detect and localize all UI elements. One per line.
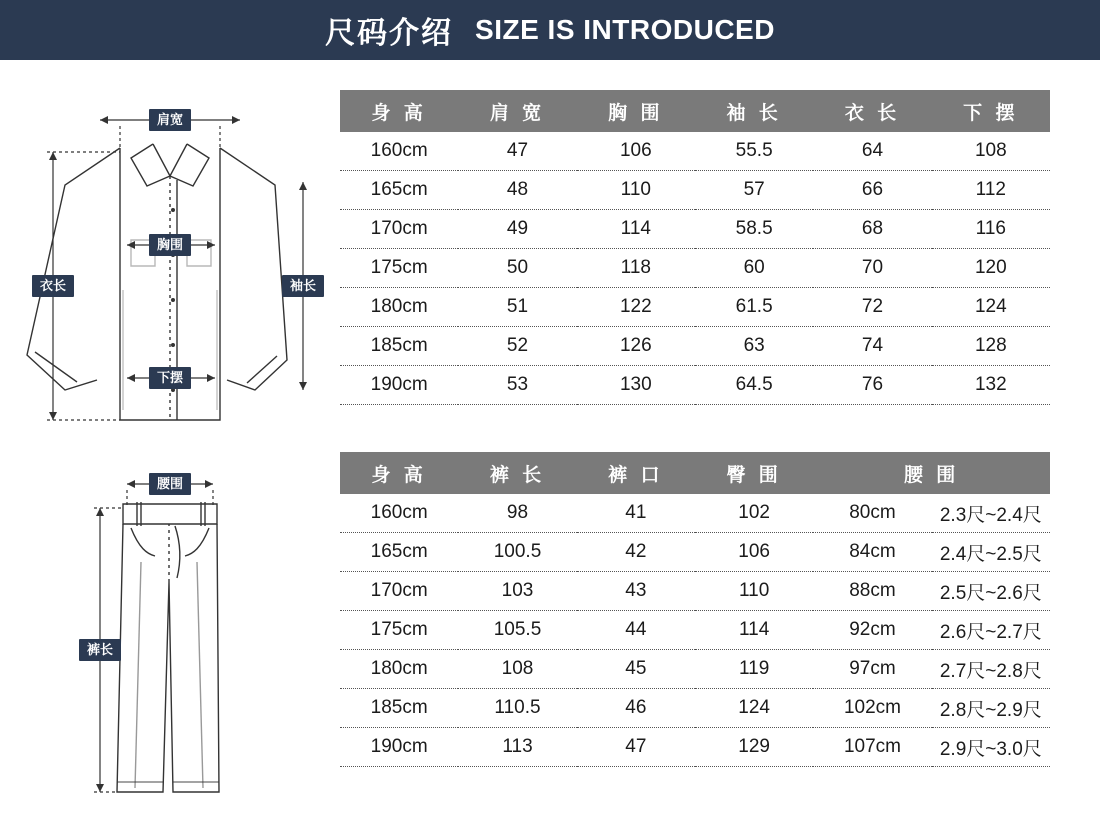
page-header xyxy=(0,0,1100,60)
svg-text:腰围: 腰围 xyxy=(156,476,184,491)
shirt-col-sleeve: 袖 长 xyxy=(695,90,813,132)
pants-col-hip: 臀 围 xyxy=(695,452,813,494)
pants-col-length: 裤 长 xyxy=(458,452,576,494)
cell-height: 165cm xyxy=(340,171,458,210)
cell-length: 72 xyxy=(813,288,931,327)
cell-cuff: 41 xyxy=(577,494,695,533)
cell-hip: 102 xyxy=(695,494,813,533)
cell-length: 64 xyxy=(813,132,931,171)
cell-cuff: 43 xyxy=(577,572,695,611)
shirt-figure xyxy=(0,90,340,430)
cell-waist-cm: 88cm xyxy=(813,572,931,611)
cell-waist-cm: 84cm xyxy=(813,533,931,572)
cell-chest: 110 xyxy=(577,171,695,210)
cell-chest: 130 xyxy=(577,366,695,405)
cell-pants-length: 108 xyxy=(458,650,576,689)
cell-height: 185cm xyxy=(340,327,458,366)
pants-label-length xyxy=(79,639,121,661)
cell-pants-length: 105.5 xyxy=(458,611,576,650)
table-row xyxy=(340,249,1050,288)
svg-text:胸围: 胸围 xyxy=(156,237,184,252)
cell-pants-length: 110.5 xyxy=(458,689,576,728)
cell-hip: 124 xyxy=(695,689,813,728)
cell-waist-chi: 2.6尺~2.7尺 xyxy=(932,611,1050,650)
table-row xyxy=(340,366,1050,405)
svg-text:袖长: 袖长 xyxy=(289,278,317,293)
shirt-label-hem xyxy=(149,367,191,389)
cell-height: 170cm xyxy=(340,210,458,249)
cell-hem: 116 xyxy=(932,210,1050,249)
table-row xyxy=(340,689,1050,728)
cell-chest: 118 xyxy=(577,249,695,288)
shirt-size-table xyxy=(340,90,1050,405)
cell-height: 175cm xyxy=(340,611,458,650)
cell-length: 66 xyxy=(813,171,931,210)
cell-height: 185cm xyxy=(340,689,458,728)
cell-height: 165cm xyxy=(340,533,458,572)
table-row xyxy=(340,494,1050,533)
cell-length: 70 xyxy=(813,249,931,288)
cell-pants-length: 113 xyxy=(458,728,576,767)
table-row xyxy=(340,171,1050,210)
shirt-col-chest: 胸 围 xyxy=(577,90,695,132)
cell-sleeve: 58.5 xyxy=(695,210,813,249)
page-title-en: SIZE IS INTRODUCED xyxy=(475,14,775,45)
cell-shoulder: 49 xyxy=(458,210,576,249)
cell-hem: 120 xyxy=(932,249,1050,288)
cell-waist-chi: 2.5尺~2.6尺 xyxy=(932,572,1050,611)
shirt-col-hem: 下 摆 xyxy=(932,90,1050,132)
table-header-row xyxy=(340,90,1050,132)
table-row xyxy=(340,132,1050,171)
cell-hip: 110 xyxy=(695,572,813,611)
page-title-cn: 尺码介绍 xyxy=(325,17,454,50)
svg-text:下摆: 下摆 xyxy=(156,370,184,385)
table-row xyxy=(340,611,1050,650)
cell-length: 74 xyxy=(813,327,931,366)
cell-hem: 132 xyxy=(932,366,1050,405)
cell-hem: 128 xyxy=(932,327,1050,366)
pants-col-waist: 腰 围 xyxy=(813,452,1050,494)
table-header-row xyxy=(340,452,1050,494)
svg-text:裤长: 裤长 xyxy=(86,642,114,657)
cell-pants-length: 100.5 xyxy=(458,533,576,572)
shirt-label-sleeve xyxy=(282,275,324,297)
cell-sleeve: 55.5 xyxy=(695,132,813,171)
shirt-section xyxy=(0,60,1100,430)
cell-height: 180cm xyxy=(340,288,458,327)
cell-waist-chi: 2.7尺~2.8尺 xyxy=(932,650,1050,689)
cell-hem: 124 xyxy=(932,288,1050,327)
cell-height: 160cm xyxy=(340,494,458,533)
table-row xyxy=(340,728,1050,767)
cell-hem: 112 xyxy=(932,171,1050,210)
pants-section xyxy=(0,430,1100,812)
cell-height: 160cm xyxy=(340,132,458,171)
cell-waist-chi: 2.8尺~2.9尺 xyxy=(932,689,1050,728)
cell-sleeve: 57 xyxy=(695,171,813,210)
pants-diagram-svg xyxy=(5,452,335,812)
cell-height: 190cm xyxy=(340,366,458,405)
cell-shoulder: 52 xyxy=(458,327,576,366)
cell-length: 68 xyxy=(813,210,931,249)
shirt-col-shoulder: 肩 宽 xyxy=(458,90,576,132)
cell-shoulder: 53 xyxy=(458,366,576,405)
shirt-col-length: 衣 长 xyxy=(813,90,931,132)
cell-pants-length: 98 xyxy=(458,494,576,533)
cell-cuff: 46 xyxy=(577,689,695,728)
svg-text:肩宽: 肩宽 xyxy=(156,112,184,127)
cell-height: 175cm xyxy=(340,249,458,288)
cell-cuff: 45 xyxy=(577,650,695,689)
cell-chest: 114 xyxy=(577,210,695,249)
cell-cuff: 42 xyxy=(577,533,695,572)
cell-chest: 126 xyxy=(577,327,695,366)
pants-table-wrap xyxy=(340,452,1060,767)
pants-col-cuff: 裤 口 xyxy=(577,452,695,494)
table-row xyxy=(340,533,1050,572)
cell-waist-chi: 2.3尺~2.4尺 xyxy=(932,494,1050,533)
cell-chest: 122 xyxy=(577,288,695,327)
cell-hip: 119 xyxy=(695,650,813,689)
cell-shoulder: 48 xyxy=(458,171,576,210)
pants-figure xyxy=(0,452,340,812)
shirt-label-length xyxy=(32,275,74,297)
cell-waist-chi: 2.9尺~3.0尺 xyxy=(932,728,1050,767)
cell-waist-cm: 92cm xyxy=(813,611,931,650)
cell-hip: 114 xyxy=(695,611,813,650)
cell-waist-cm: 107cm xyxy=(813,728,931,767)
shirt-table-wrap xyxy=(340,90,1060,405)
cell-cuff: 44 xyxy=(577,611,695,650)
table-row xyxy=(340,650,1050,689)
shirt-label-shoulder xyxy=(149,109,191,131)
cell-pants-length: 103 xyxy=(458,572,576,611)
shirt-label-chest xyxy=(149,234,191,256)
cell-sleeve: 64.5 xyxy=(695,366,813,405)
pants-label-waist xyxy=(149,473,191,495)
cell-cuff: 47 xyxy=(577,728,695,767)
cell-height: 170cm xyxy=(340,572,458,611)
cell-hip: 129 xyxy=(695,728,813,767)
cell-sleeve: 61.5 xyxy=(695,288,813,327)
table-row xyxy=(340,288,1050,327)
table-row xyxy=(340,210,1050,249)
cell-waist-chi: 2.4尺~2.5尺 xyxy=(932,533,1050,572)
cell-height: 180cm xyxy=(340,650,458,689)
cell-height: 190cm xyxy=(340,728,458,767)
cell-shoulder: 47 xyxy=(458,132,576,171)
shirt-diagram-svg xyxy=(5,90,335,430)
cell-length: 76 xyxy=(813,366,931,405)
cell-waist-cm: 80cm xyxy=(813,494,931,533)
cell-waist-cm: 102cm xyxy=(813,689,931,728)
table-row xyxy=(340,572,1050,611)
cell-hip: 106 xyxy=(695,533,813,572)
pants-size-table xyxy=(340,452,1050,767)
cell-sleeve: 60 xyxy=(695,249,813,288)
cell-hem: 108 xyxy=(932,132,1050,171)
cell-sleeve: 63 xyxy=(695,327,813,366)
shirt-col-height: 身 高 xyxy=(340,90,458,132)
cell-shoulder: 51 xyxy=(458,288,576,327)
cell-chest: 106 xyxy=(577,132,695,171)
cell-shoulder: 50 xyxy=(458,249,576,288)
svg-text:衣长: 衣长 xyxy=(39,278,67,293)
table-row xyxy=(340,327,1050,366)
pants-col-height: 身 高 xyxy=(340,452,458,494)
cell-waist-cm: 97cm xyxy=(813,650,931,689)
